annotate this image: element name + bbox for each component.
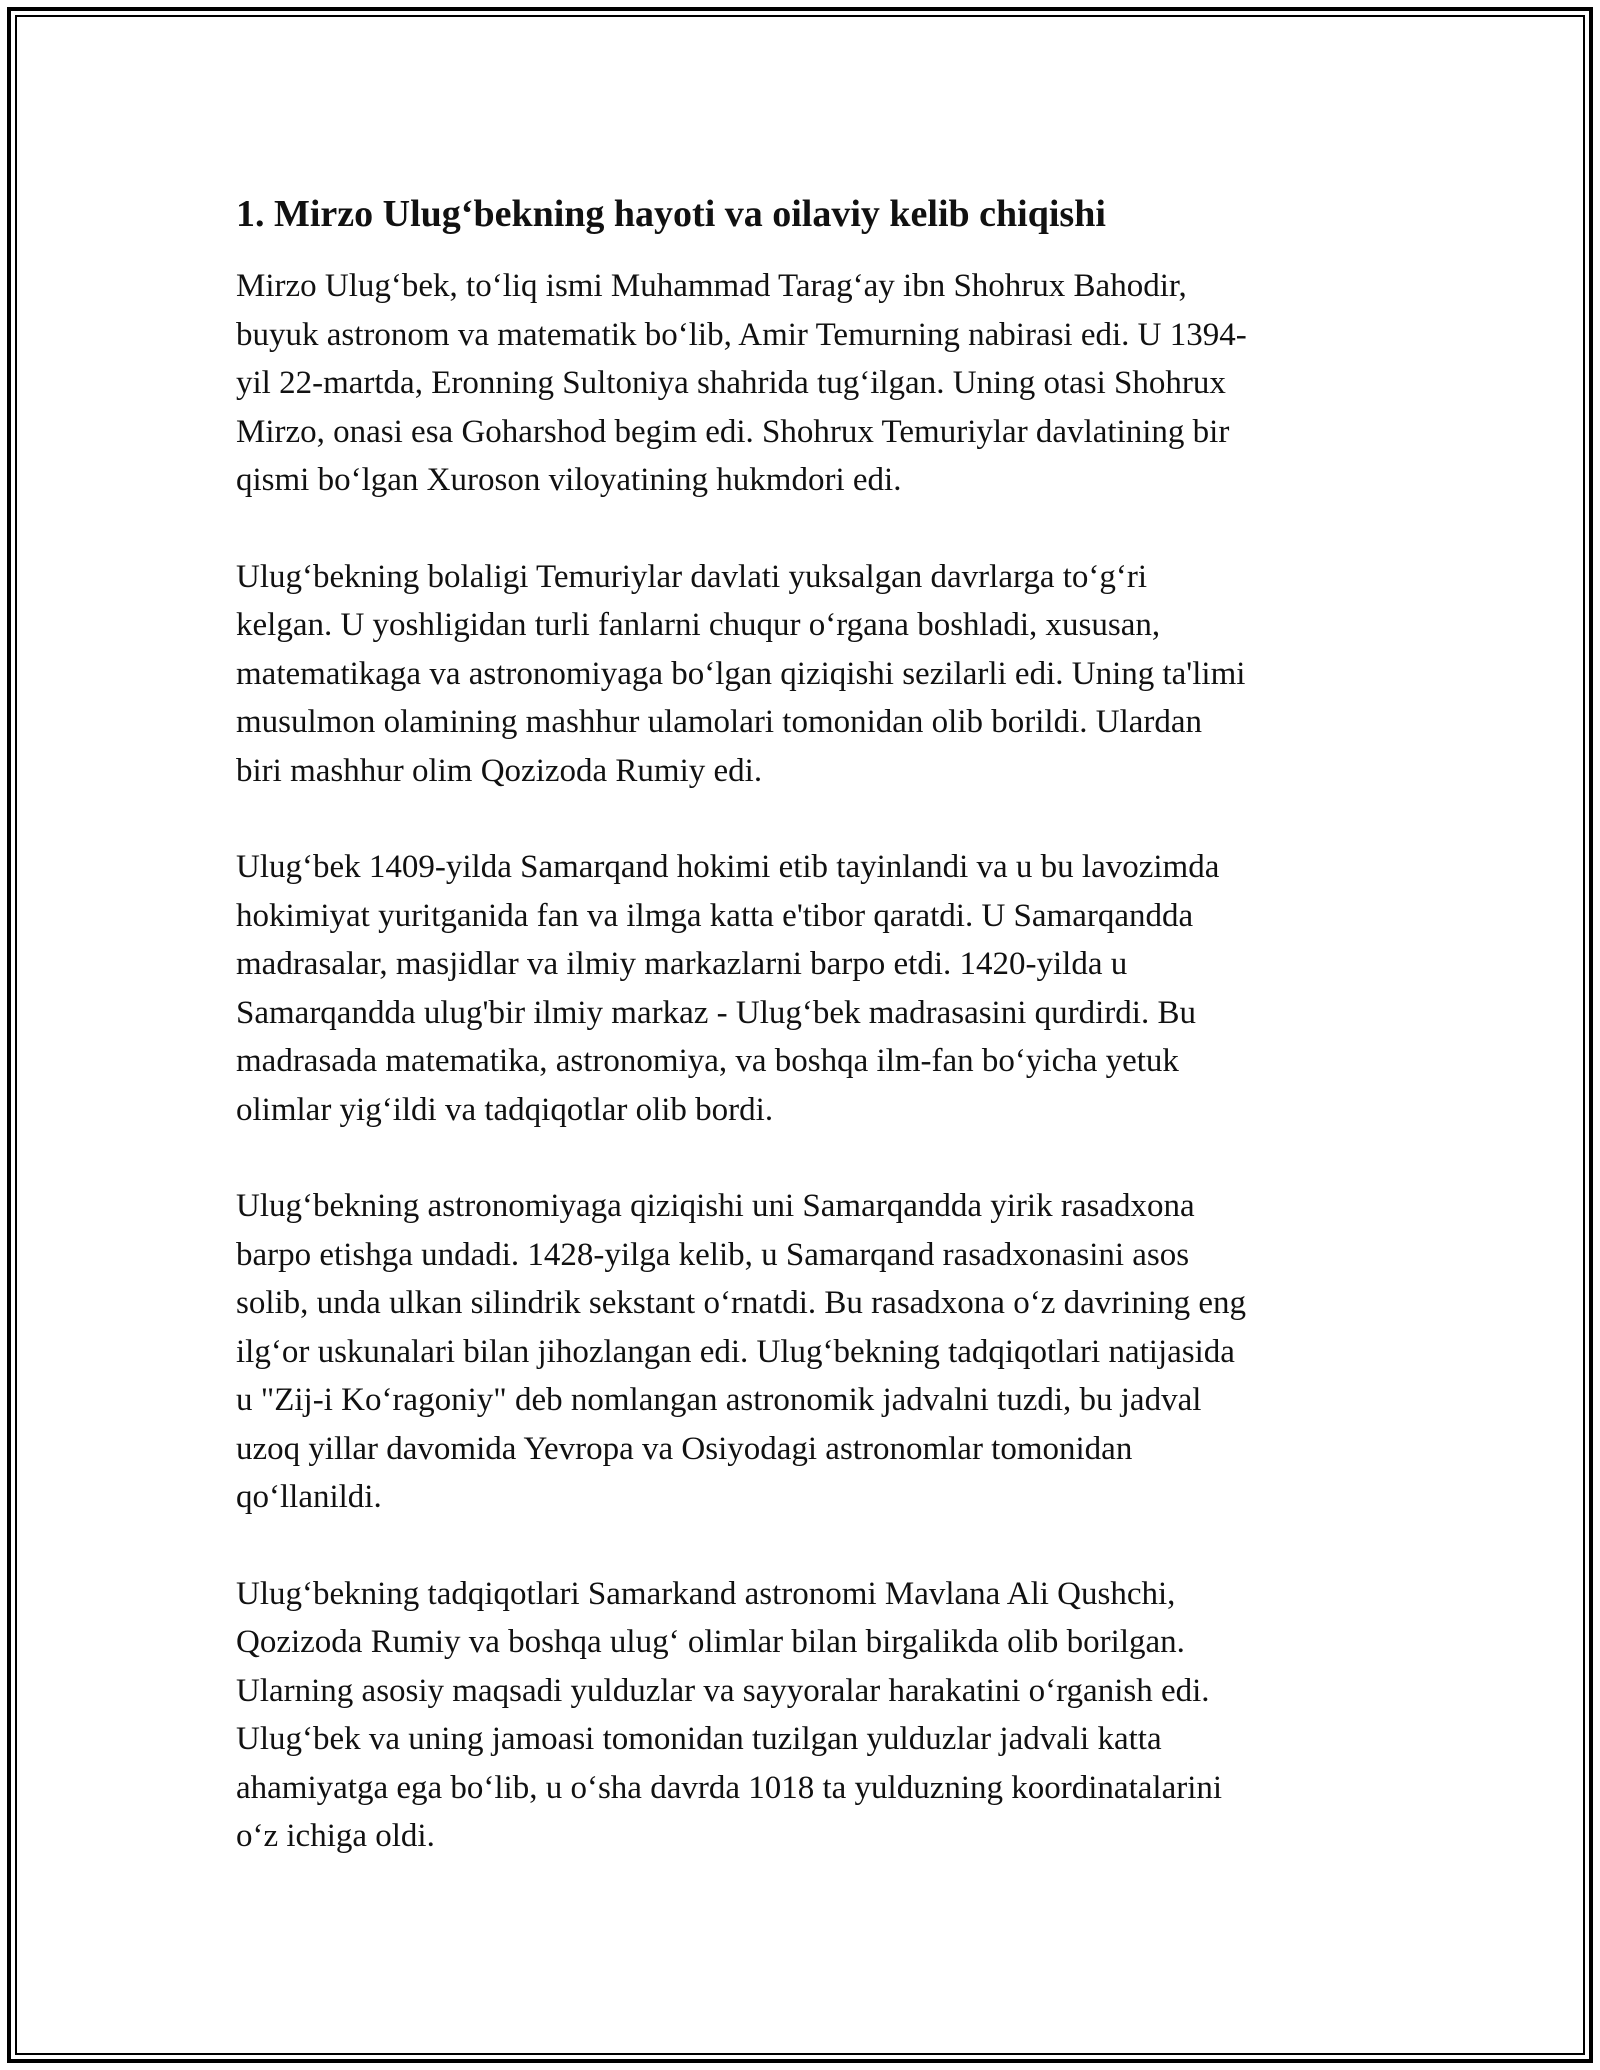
text-line: u "Zij-i Ko‘ragoniy" deb nomlangan astronomik jadvalni tuzdi, bu jadval xyxy=(236,1382,1202,1418)
text-line: Ulug‘bekning astronomiyaga qiziqishi uni Samarqandda yirik rasadxona xyxy=(236,1188,1195,1224)
paragraph-childhood xyxy=(236,553,1366,796)
text-line: biri mashhur olim Qozizoda Rumiy edi. xyxy=(236,752,763,789)
text-line: hokimiyat yuritganida fan va ilmga katta e'tibor qaratdi. U Samarqandda xyxy=(236,897,1194,934)
text-line: solib, unda ulkan silindrik sekstant o‘rnatdi. Bu rasadxona o‘z davrining eng xyxy=(236,1285,1246,1321)
text-line: ilg‘or uskunalari bilan jihozlangan edi. Ulug‘bekning tadqiqotlari natijasida xyxy=(236,1333,1235,1370)
text-line: musulmon olamining mashhur ulamolari tomonidan olib borildi. Ulardan xyxy=(236,704,1203,740)
text-line: Ulug‘bek 1409-yilda Samarqand hokimi etib tayinlandi va u bu lavozimda xyxy=(236,849,1220,885)
text-line: barpo etishga undadi. 1428-yilga kelib, u Samarqand rasadxonasini asos xyxy=(236,1236,1190,1273)
text-line: qismi bo‘lgan Xuroson viloyatining hukmdori edi. xyxy=(236,462,902,498)
text-line: buyuk astronom va matematik bo‘lib, Amir Temurning nabirasi edi. U 1394- xyxy=(236,316,1247,353)
text-line: Ulug‘bek va uning jamoasi tomonidan tuzilgan yulduzlar jadvali katta xyxy=(236,1721,1162,1757)
text-line: madrasada matematika, astronomiya, va boshqa ilm-fan bo‘yicha yetuk xyxy=(236,1043,1179,1079)
text-line: Ulug‘bekning tadqiqotlari Samarkand astronomi Mavlana Ali Qushchi, xyxy=(236,1575,1176,1612)
text-line: Samarqandda ulug'bir ilmiy markaz - Ulug‘bek madrasasini qurdirdi. Bu xyxy=(236,994,1196,1031)
document-body xyxy=(236,186,1366,1909)
text-line: matematikaga va astronomiyaga bo‘lgan qiziqishi sezilarli edi. Uning ta'limi xyxy=(236,655,1246,692)
text-line: yil 22-martda, Eronning Sultoniya shahrida tug‘ilgan. Uning otasi Shohrux xyxy=(236,365,1226,401)
paragraph-biography xyxy=(236,262,1366,505)
text-line: olimlar yig‘ildi va tadqiqotlar olib bordi. xyxy=(236,1091,774,1128)
paragraph-observatory xyxy=(236,1182,1366,1522)
text-line: qo‘llanildi. xyxy=(236,1479,382,1515)
text-line: Ulug‘bekning bolaligi Temuriylar davlati yuksalgan davrlarga to‘g‘ri xyxy=(236,558,1148,595)
section-heading: 1. Mirzo Ulug‘bekning hayoti va oilaviy kelib chiqishi xyxy=(236,193,1106,235)
text-line: ahamiyatga ega bo‘lib, u o‘sha davrda 1018 ta yulduzning koordinatalarini xyxy=(236,1769,1223,1806)
text-line: o‘z ichiga oldi. xyxy=(236,1818,435,1854)
text-line: Mirzo, onasi esa Goharshod begim edi. Shohrux Temuriylar davlatining bir xyxy=(236,413,1230,450)
text-line: kelgan. U yoshligidan turli fanlarni chuqur o‘rgana boshladi, xususan, xyxy=(236,607,1161,643)
text-line: uzoq yillar davomida Yevropa va Osiyodagi astronomlar tomonidan xyxy=(236,1430,1133,1467)
text-line: madrasalar, masjidlar va ilmiy markazlarni barpo etdi. 1420-yilda u xyxy=(236,946,1128,982)
text-line: Qozizoda Rumiy va boshqa ulug‘ olimlar bilan birgalikda olib borilgan. xyxy=(236,1624,1185,1660)
paragraph-research xyxy=(236,1570,1366,1861)
paragraph-samarkand-governor xyxy=(236,843,1366,1134)
text-line: Mirzo Ulug‘bek, to‘liq ismi Muhammad Tarag‘ay ibn Shohrux Bahodir, xyxy=(236,268,1187,304)
text-line: Ularning asosiy maqsadi yulduzlar va sayyoralar harakatini o‘rganish edi. xyxy=(236,1672,1210,1709)
